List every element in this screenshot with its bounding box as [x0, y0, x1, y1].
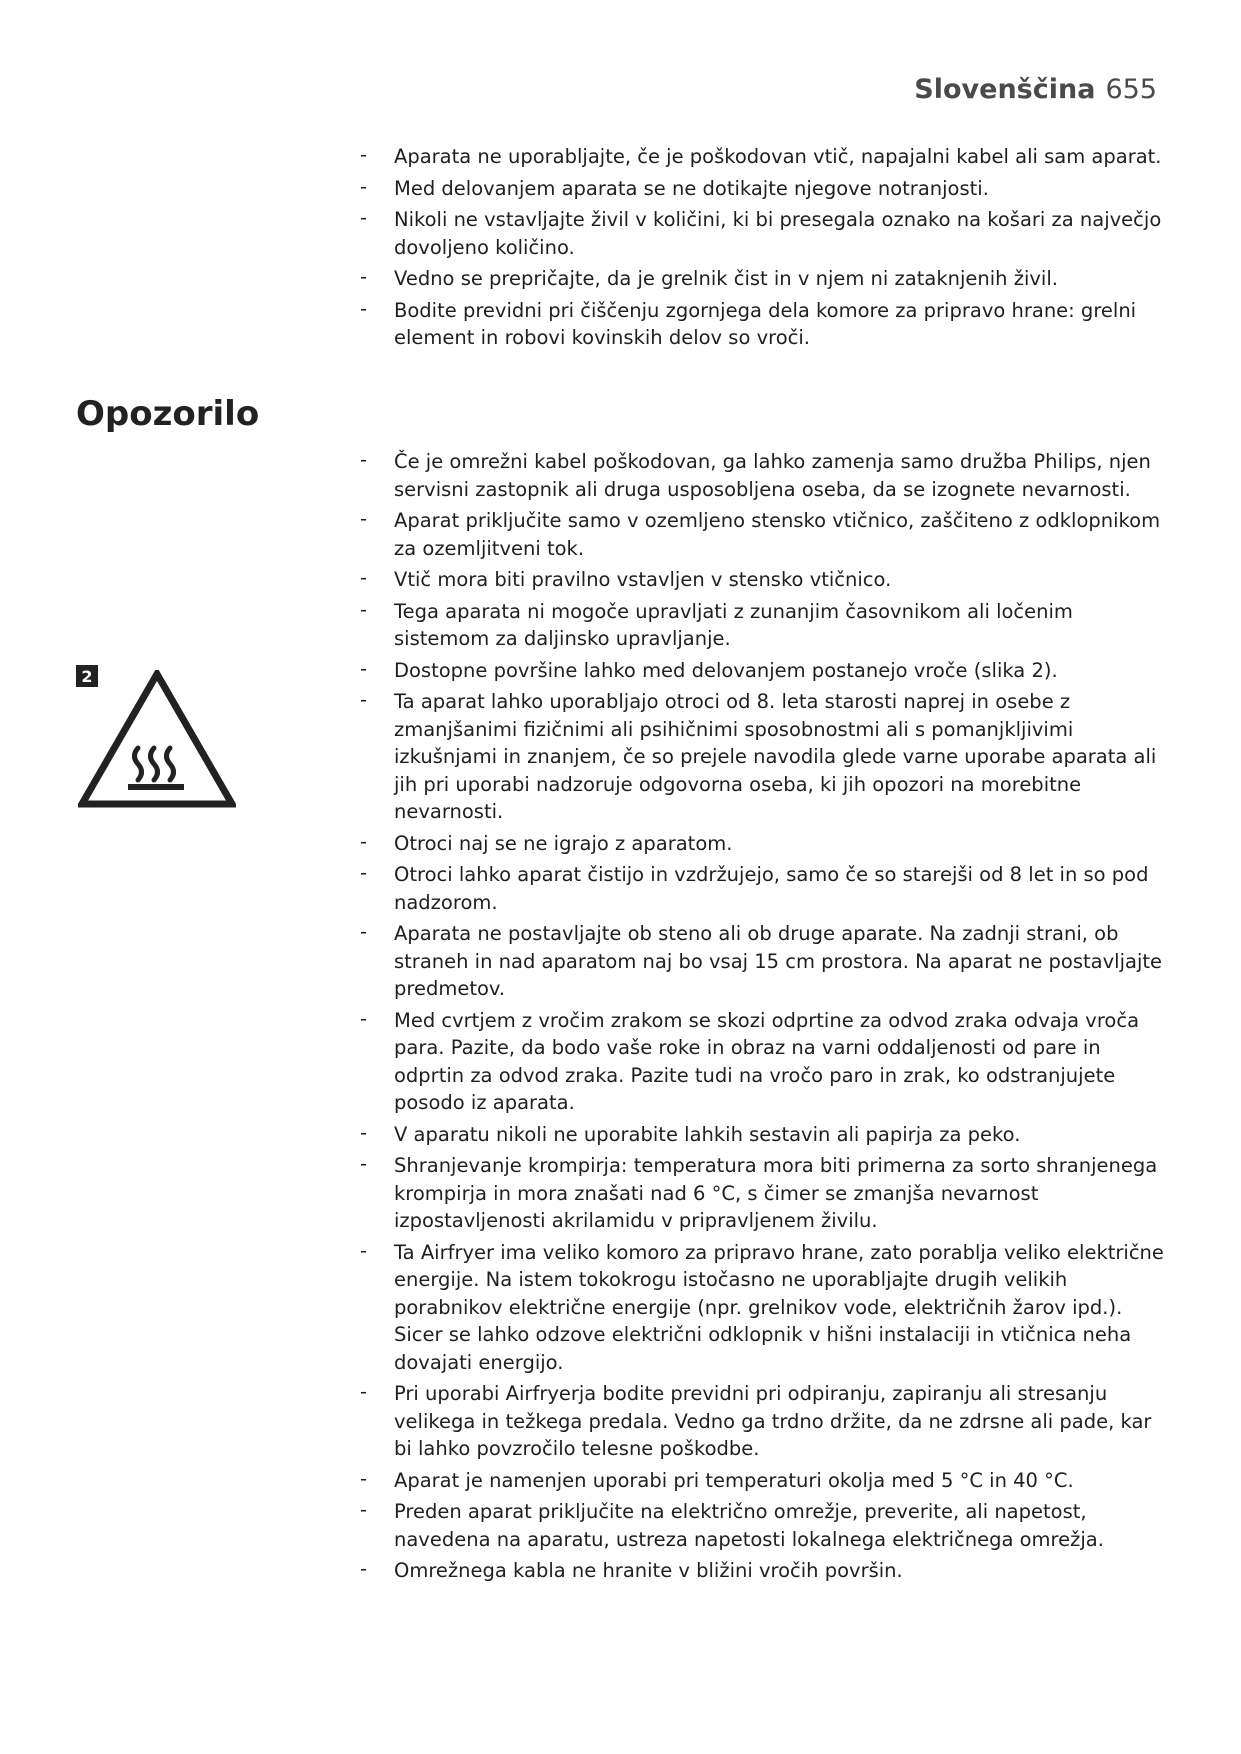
list-item-text: Aparata ne postavljajte ob steno ali ob druge aparate. Na zadnji strani, ob straneh in nad aparatom naj bo vsaj 15 cm prostora. Na aparat ne postavljajte predmetov. — [394, 922, 1163, 1000]
bullet-dash: - — [360, 296, 368, 320]
list-item — [360, 1498, 1172, 1553]
list-item-text: Aparata ne uporabljajte, če je poškodovan vtič, napajalni kabel ali sam aparat. — [394, 145, 1162, 168]
list-item-text: Ta Airfryer ima veliko komoro za pripravo hrane, zato porablja veliko električne energije. Na istem tokokrogu istočasno ne uporabljajte drugih velikih porabnikov električne energije (npr. grelnikov vode, električnih žarov ipd.). Sicer se lahko odzove električni odklopnik v hišni instalaciji in vtičnica neha dovajati energijo. — [394, 1240, 1164, 1374]
list-item — [360, 688, 1172, 826]
list-item — [360, 598, 1172, 653]
list-item — [360, 206, 1172, 261]
list-item — [360, 1239, 1172, 1377]
list-item-text: Med cvrtjem z vročim zrakom se skozi odprtine za odvod zraka odvaja vroča para. Pazite, da bodo vaše roke in obraz na varni oddaljenosti od pare in odprtin za odvod zraka. Pazite tudi na vročo paro in zrak, ko odstranjujete posodo iz aparata. — [394, 1008, 1140, 1114]
list-item — [360, 507, 1172, 562]
list-item — [360, 920, 1172, 1003]
list-item-text: Preden aparat priključite na električno omrežje, preverite, ali napetost, navedena na aparatu, ustreza napetosti lokalnega električnega omrežja. — [394, 1500, 1104, 1551]
bullet-dash: - — [360, 143, 368, 166]
list-item — [360, 1007, 1172, 1117]
bullet-dash: - — [360, 1238, 368, 1262]
section-title: Opozorilo — [76, 394, 260, 434]
warning-bullet-list — [360, 448, 1172, 1589]
list-item-text: Nikoli ne vstavljajte živil v količini, ki bi presegala oznako na košari za največjo dovoljeno količino. — [394, 208, 1162, 259]
list-item-text: Pri uporabi Airfryerja bodite previdni pri odpiranju, zapiranju ali stresanju velikega in težkega predala. Vedno ga trdno držite, da ne zdrsne ali pade, kar bi lahko povzročilo telesne poškodbe. — [394, 1382, 1152, 1460]
list-item — [360, 1152, 1172, 1235]
bullet-dash: - — [360, 597, 368, 621]
list-item-text: Med delovanjem aparata se ne dotikajte njegove notranjosti. — [394, 176, 989, 200]
bullet-dash: - — [360, 448, 368, 471]
bullet-dash: - — [360, 861, 368, 884]
list-item — [360, 657, 1172, 685]
bullet-dash: - — [360, 829, 368, 853]
bullet-dash: - — [360, 1557, 368, 1580]
list-item-text: Bodite previdni pri čiščenju zgornjega dela komore za pripravo hrane: grelni element in robovi kovinskih delov so vroči. — [394, 298, 1137, 349]
bullet-dash: - — [360, 1380, 368, 1403]
bullet-dash: - — [360, 265, 368, 288]
list-item — [360, 1557, 1172, 1585]
list-item — [360, 143, 1172, 171]
list-item-text: Otroci naj se ne igrajo z aparatom. — [394, 831, 733, 855]
list-item-text: Shranjevanje krompirja: temperatura mora biti primerna za sorto shranjenega krompirja in mora znašati nad 6 °C, s čimer se zmanjša nevarnost izpostavljenosti akrilamidu v pripravljenem živilu. — [394, 1154, 1158, 1232]
list-item-text: Omrežnega kabla ne hranite v bližini vročih površin. — [394, 1559, 903, 1582]
bullet-dash: - — [360, 1466, 368, 1490]
list-item-text: Ta aparat lahko uporabljajo otroci od 8. leta starosti naprej in osebe z zmanjšanimi fizičnimi ali psihičnimi sposobnostmi ali s pomanjkljivimi izkušnjami in znanjem, če so prejele navodila glede varne uporabe aparata ali jih pri uporabi nadzoruje odgovorna oseba, ki jih opozori na morebitne nevarnosti. — [394, 690, 1157, 823]
list-item — [360, 861, 1172, 916]
list-item-text: Če je omrežni kabel poškodovan, ga lahko zamenja samo družba Philips, njen servisni zastopnik ali druga usposobljena oseba, da se izognete nevarnosti. — [394, 450, 1151, 501]
bullet-dash: - — [360, 174, 368, 198]
bullet-dash: - — [360, 656, 368, 680]
bullet-dash: - — [360, 507, 368, 530]
list-item-text: V aparatu nikoli ne uporabite lahkih sestavin ali papirja za peko. — [394, 1122, 1021, 1146]
list-item — [360, 1380, 1172, 1463]
bullet-dash: - — [360, 1498, 368, 1521]
list-item-text: Tega aparata ni mogoče upravljati z zunanjim časovnikom ali ločenim sistemom za daljinsko upravljanje. — [394, 599, 1073, 650]
bullet-dash: - — [360, 920, 368, 943]
list-item — [360, 830, 1172, 858]
header-language: Slovenščina — [914, 74, 1096, 105]
bullet-dash: - — [360, 688, 368, 711]
list-item-text: Otroci lahko aparat čistijo in vzdržujejo, samo če so starejši od 8 let in so pod nadzorom. — [394, 863, 1149, 914]
list-item — [360, 448, 1172, 503]
bullet-dash: - — [360, 206, 368, 229]
list-item-text: Aparat je namenjen uporabi pri temperaturi okolja med 5 °C in 40 °C. — [394, 1468, 1074, 1492]
list-item-text: Aparat priključite samo v ozemljeno stensko vtičnico, zaščiteno z odklopnikom za ozemljitveni tok. — [394, 509, 1161, 560]
list-item-text: Vedno se prepričajte, da je grelnik čist in v njem ni zataknjenih živil. — [394, 267, 1058, 290]
page-number: 655 — [1105, 74, 1157, 105]
page-header — [914, 74, 1157, 105]
list-item — [360, 1121, 1172, 1149]
bullet-dash: - — [360, 566, 368, 589]
bullet-dash: - — [360, 1006, 368, 1030]
hot-surface-warning-icon — [78, 670, 236, 810]
figure-number-badge: 2 — [76, 665, 98, 687]
top-bullet-list — [360, 143, 1172, 356]
list-item-text: Dostopne površine lahko med delovanjem postanejo vroče (slika 2). — [394, 658, 1058, 682]
list-item — [360, 297, 1172, 352]
list-item-text: Vtič mora biti pravilno vstavljen v stensko vtičnico. — [394, 568, 892, 591]
list-item — [360, 1467, 1172, 1495]
list-item — [360, 175, 1172, 203]
bullet-dash: - — [360, 1152, 368, 1175]
list-item — [360, 265, 1172, 293]
bullet-dash: - — [360, 1120, 368, 1144]
list-item — [360, 566, 1172, 594]
